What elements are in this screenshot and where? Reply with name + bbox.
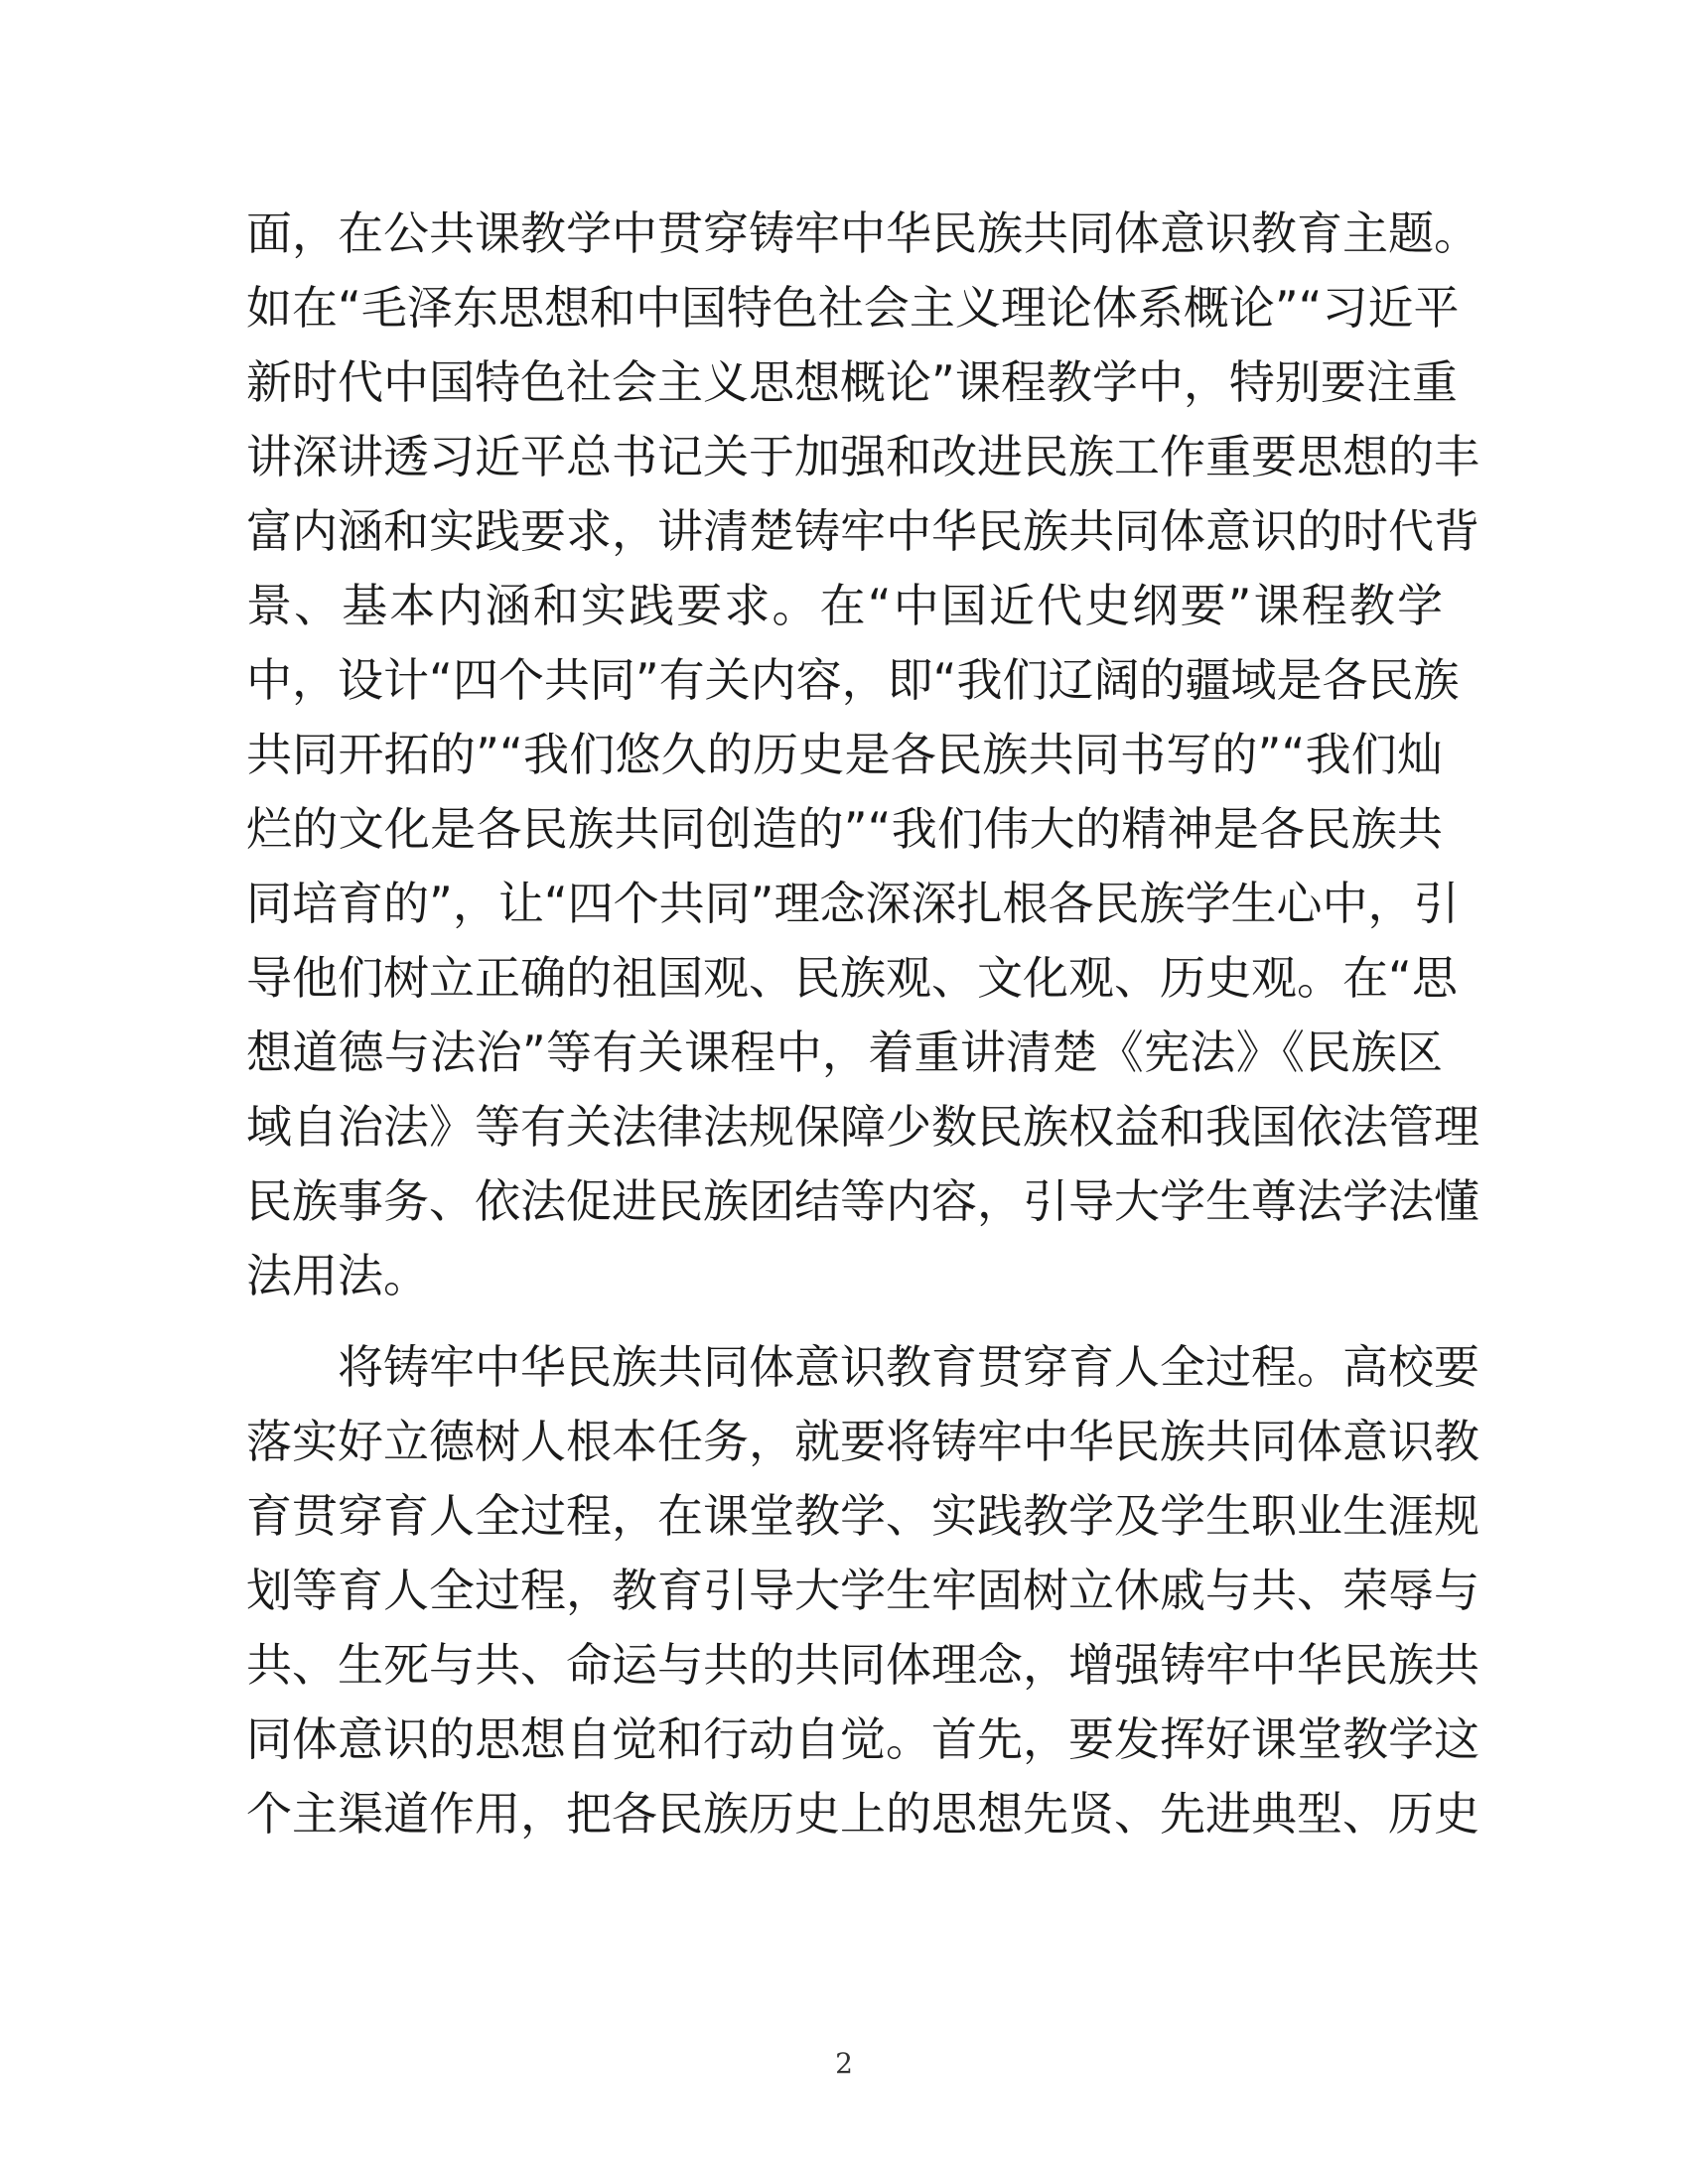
body-text bbox=[246, 197, 1479, 1851]
text-line: 景、基本内涵和实践要求。在“中国近代史纲要”课程教学 bbox=[246, 579, 1443, 632]
text-line: 将铸牢中华民族共同体意识教育贯穿育人全过程。高校要 bbox=[338, 1340, 1479, 1394]
text-line: 落实好立德树人根本任务，就要将铸牢中华民族共同体意识教 bbox=[246, 1415, 1479, 1468]
page-number: 2 bbox=[835, 2047, 853, 2080]
text-line: 烂的文化是各民族共同创造的”“我们伟大的精神是各民族共 bbox=[246, 802, 1443, 856]
text-line: 划等育人全过程，教育引导大学生牢固树立休戚与共、荣辱与 bbox=[246, 1564, 1479, 1617]
text-line: 育贯穿育人全过程，在课堂教学、实践教学及学生职业生涯规 bbox=[246, 1489, 1479, 1543]
text-line: 同体意识的思想自觉和行动自觉。首先，要发挥好课堂教学这 bbox=[246, 1712, 1479, 1766]
text-line: 共同开拓的”“我们悠久的历史是各民族共同书写的”“我们灿 bbox=[246, 728, 1443, 781]
paragraph-1 bbox=[246, 197, 1479, 1313]
text-line: 如在“毛泽东思想和中国特色社会主义理论体系概论”“习近平 bbox=[246, 281, 1460, 335]
text-line: 法用法。 bbox=[246, 1249, 429, 1302]
text-line: 讲深讲透习近平总书记关于加强和改进民族工作重要思想的丰 bbox=[246, 430, 1479, 483]
paragraph-spacer bbox=[246, 1313, 1443, 1330]
text-line: 民族事务、依法促进民族团结等内容，引导大学生尊法学法懂 bbox=[246, 1174, 1479, 1228]
text-line: 面，在公共课教学中贯穿铸牢中华民族共同体意识教育主题。 bbox=[246, 206, 1479, 260]
text-line: 新时代中国特色社会主义思想概论”课程教学中，特别要注重 bbox=[246, 355, 1458, 409]
paragraph-2 bbox=[246, 1330, 1479, 1851]
text-line: 富内涵和实践要求，讲清楚铸牢中华民族共同体意识的时代背 bbox=[246, 504, 1479, 558]
text-line: 共、生死与共、命运与共的共同体理念，增强铸牢中华民族共 bbox=[246, 1638, 1479, 1692]
text-line: 个主渠道作用，把各民族历史上的思想先贤、先进典型、历史 bbox=[246, 1787, 1479, 1841]
text-line: 域自治法》等有关法律法规保障少数民族权益和我国依法管理 bbox=[246, 1100, 1479, 1154]
text-line: 中，设计“四个共同”有关内容，即“我们辽阔的疆域是各民族 bbox=[246, 653, 1460, 707]
text-line: 同培育的”，让“四个共同”理念深深扎根各民族学生心中，引 bbox=[246, 877, 1460, 930]
text-line: 想道德与法治”等有关课程中，着重讲清楚《宪法》《民族区 bbox=[246, 1025, 1443, 1079]
text-line: 导他们树立正确的祖国观、民族观、文化观、历史观。在“思 bbox=[246, 951, 1458, 1005]
